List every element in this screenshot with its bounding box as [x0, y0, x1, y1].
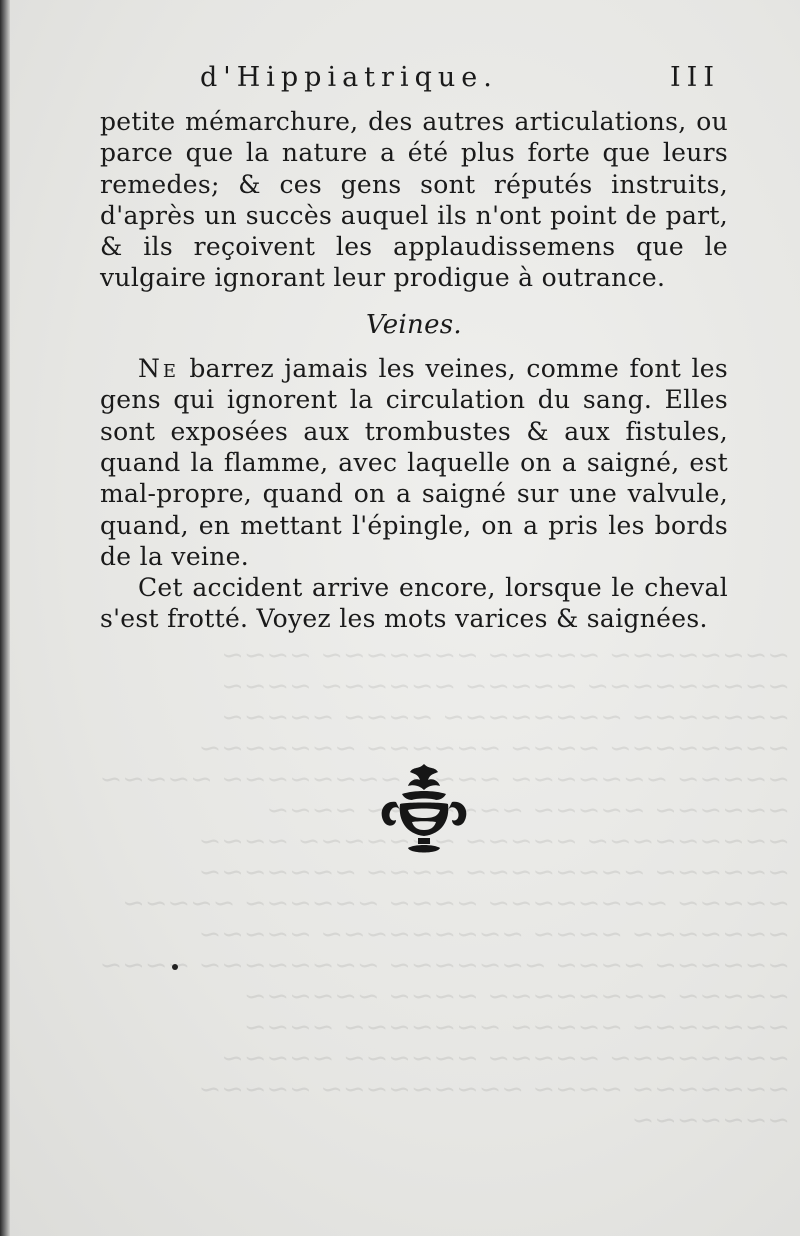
paragraph-veines: [100, 353, 728, 572]
vase-fleuron-icon: [374, 760, 474, 870]
paragraph-accident: Cet accident arrive encore, lorsque le cheval s'est frotté. Voyez les mots varices & saignées.: [100, 573, 728, 634]
show-through-texture: ~~~~~~~~ ~~~~~ ~~~~~~~ ~~~~ ~~~~~~~~~ ~~~~~ ~~~~~~ ~~~~ ~~~~~~~ ~~~~~~~~ ~~~~ ~~~~~ ~~~~~~~~ ~~~~ ~~~~~~ ~~~~~~~ ~~~~~ ~~~~~~~ ~~~~ ~~~~~~~~ ~~~~~ ~~~~~~ ~~~~~ ~~~~~~~ ~~~~ ~~~~~~~~~ ~~~~~ ~~~~~~~ ~~~~ ~~~~~~ ~~~~~~~~ ~~~~ ~~~~~~~ ~~~~~ ~~~~~~~~ ~~~~ ~~~~~~ ~~~~~ ~~~~~~~ ~~~~ ~~~~~~~~~ ~~~~~ ~~~~~~ ~~~~ ~~~~~~~ ~~~~~~~~ ~~~~ ~~~~~ ~~~~~~~~ ~~~~ ~~~~~~ ~~~~~~~ ~~~~~ ~~~~~~~ ~~~~ ~~~~~~~~ ~~~~~ ~~~~~~ ~~~~~ ~~~~~~~ ~~~~ ~~~~~~~~~ ~~~~~ ~~~~~~~: [99, 640, 790, 1136]
running-header: [200, 62, 720, 93]
paragraph-lead-word: Ne: [138, 354, 180, 384]
main-text: [100, 106, 728, 635]
page-gutter-edge: [0, 0, 10, 1236]
paragraph-veines-text: barrez jamais les veines, comme font les gens qui ignorent la circulation du sang. Elles sont exposées aux trombustes & aux fistules, quand la flamme, avec laquelle on a saigné, est mal-propre, quand on a saigné sur une valvule, quand, en mettant l'épingle, on a pris les bords de la veine.: [100, 354, 728, 571]
running-title: d'Hippiatrique.: [200, 62, 498, 93]
ink-spot: [172, 964, 178, 970]
paragraph-continuation: petite mémarchure, des autres articulations, ou parce que la nature a été plus forte que leurs remedes; & ces gens sont réputés instruits, d'après un succès auquel ils n'ont point de part, & ils reçoivent les applaudissemens que le vulgaire ignorant leur prodigue à outrance.: [100, 107, 728, 293]
page-number: III: [670, 62, 720, 93]
section-heading: Veines.: [366, 309, 462, 340]
